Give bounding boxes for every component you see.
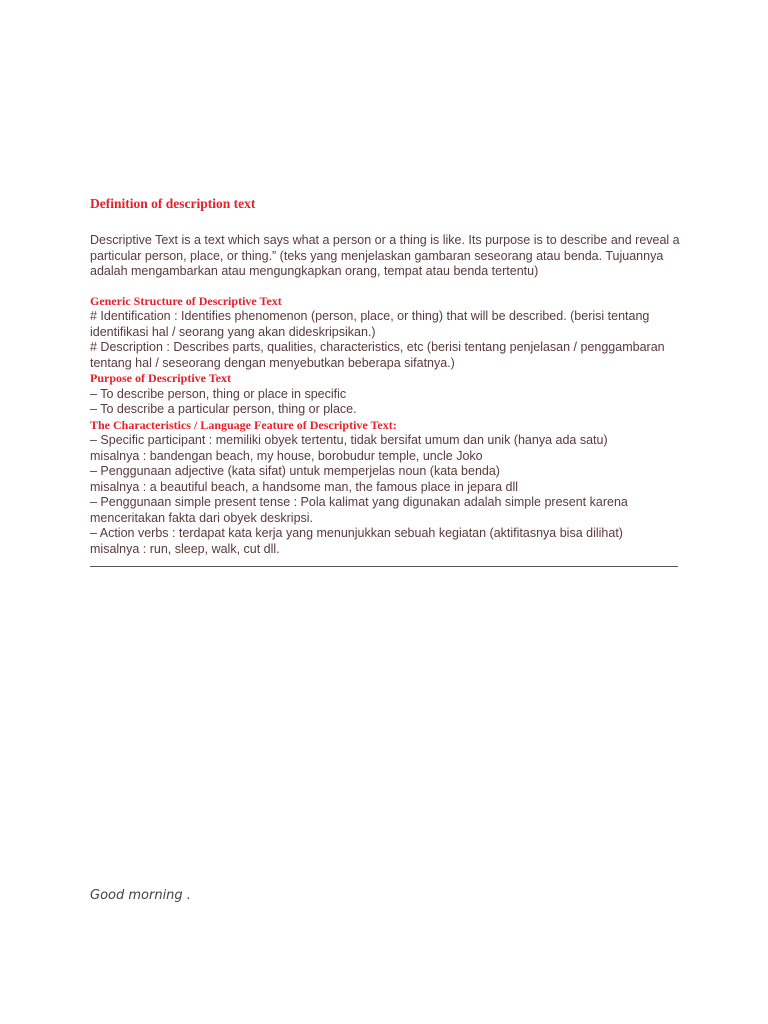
characteristics-line: – Penggunaan adjective (kata sifat) untuk memperjelas noun (kata benda) [90,464,500,478]
characteristics-line: – Action verbs : terdapat kata kerja yang menunjukkan sebuah kegiatan (aktifitasnya bisa dilihat) [90,526,623,540]
characteristics-line: misalnya : a beautiful beach, a handsome man, the famous place in jepara dll [90,479,519,494]
greeting-text: Good morning . [90,888,191,903]
characteristics-heading: The Characteristics / Language Feature of Descriptive Text: [90,417,397,432]
characteristics-line: misalnya : run, sleep, walk, cut dll. [90,541,280,556]
document-title: Definition of description text [90,196,256,211]
purpose-item: – To describe a particular person, thing or place. [90,402,357,416]
horizontal-divider [90,566,678,567]
purpose-item: – To describe person, thing or place in specific [90,386,347,401]
purpose-heading: Purpose of Descriptive Text [90,371,231,385]
intro-paragraph: Descriptive Text is a text which says what a person or a thing is like. Its purpose is to describe and reveal a particular person, place, or thing.” (teks yang menjelaskan gambaran seseorang atau benda. Tujuannya adalah mengambarkan atau mengungkapkan orang, tempat atau benda tertentu) [90,233,680,278]
structure-heading: Generic Structure of Descriptive Text [90,293,282,308]
characteristics-line: – Specific participant : memiliki obyek tertentu, tidak bersifat umum dan unik (hanya ada satu) [90,433,608,447]
description-text: # Description : Describes parts, qualities, characteristics, etc (berisi tentang penjelasan / penggambaran tentang hal / seseorang dengan menyebutkan beberapa sifatnya.) [90,340,665,370]
characteristics-line: misalnya : bandengan beach, my house, borobudur temple, uncle Joko [90,448,483,463]
document-body [90,195,690,567]
characteristics-line: – Penggunaan simple present tense : Pola kalimat yang digunakan adalah simple present karena menceritakan fakta dari obyek deskripsi. [90,495,628,525]
identification-text: # Identification : Identifies phenomenon (person, place, or thing) that will be described. (berisi tentang identifikasi hal / seorang yang akan dideskripsikan.) [90,309,650,339]
